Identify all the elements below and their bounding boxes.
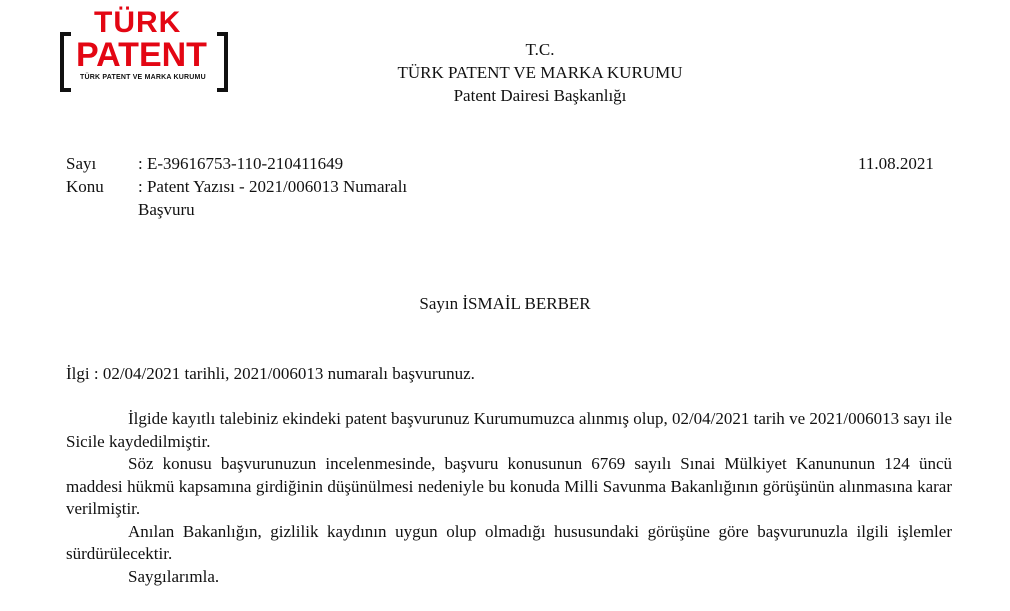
konu-value-continued: Başvuru (138, 200, 195, 219)
sayi-value: : E-39616753-110-210411649 (138, 154, 344, 173)
logo-subtitle: TÜRK PATENT VE MARKA KURUMU (80, 74, 206, 81)
sayi-label: Sayı (66, 154, 97, 173)
letterhead-line-1: T.C. (525, 40, 555, 59)
logo-bracket-left (60, 32, 71, 92)
konu-label: Konu (66, 177, 104, 196)
konu-value: : Patent Yazısı - 2021/006013 Numaralı (138, 177, 408, 196)
letter-date: 11.08.2021 (858, 154, 934, 173)
body-paragraph: Söz konusu başvurunuzun incelenmesinde, başvuru konusunun 6769 sayılı Sınai Mülkiyet Kanununun 124 üncü maddesi hükmü kapsamına girdiğinin düşünülmesi nedeniyle bu konuda Milli Savunma Bakanlığının görüşünün alınmasına karar verilmiştir. (66, 454, 952, 518)
body-paragraph: İlgide kayıtlı talebiniz ekindeki patent başvurunuz Kurumumuzca alınmış olup, 02/04/2021 tarih ve 2021/006013 sayı ile Sicile kaydedilmiştir. (66, 409, 952, 451)
letterhead-line-3: Patent Dairesi Başkanlığı (453, 86, 627, 105)
logo-turk-text: TÜRK (94, 6, 182, 39)
logo-patent-text: PATENT (76, 36, 207, 74)
logo-bracket-right (217, 32, 228, 92)
letter-body (66, 408, 952, 588)
closing-line: Saygılarımla. (128, 566, 220, 586)
salutation: Sayın İSMAİL BERBER (419, 294, 591, 313)
turkpatent-logo (60, 8, 232, 84)
reference-line: İlgi : 02/04/2021 tarihli, 2021/006013 numaralı başvurunuz. (66, 364, 475, 383)
letterhead-line-2: TÜRK PATENT VE MARKA KURUMU (397, 63, 683, 82)
letterhead (340, 38, 740, 107)
body-paragraph: Anılan Bakanlığın, gizlilik kaydının uygun olup olmadığı hususundaki görüşüne göre başvurunuzla ilgili işlemler sürdürülecektir. (66, 521, 952, 563)
